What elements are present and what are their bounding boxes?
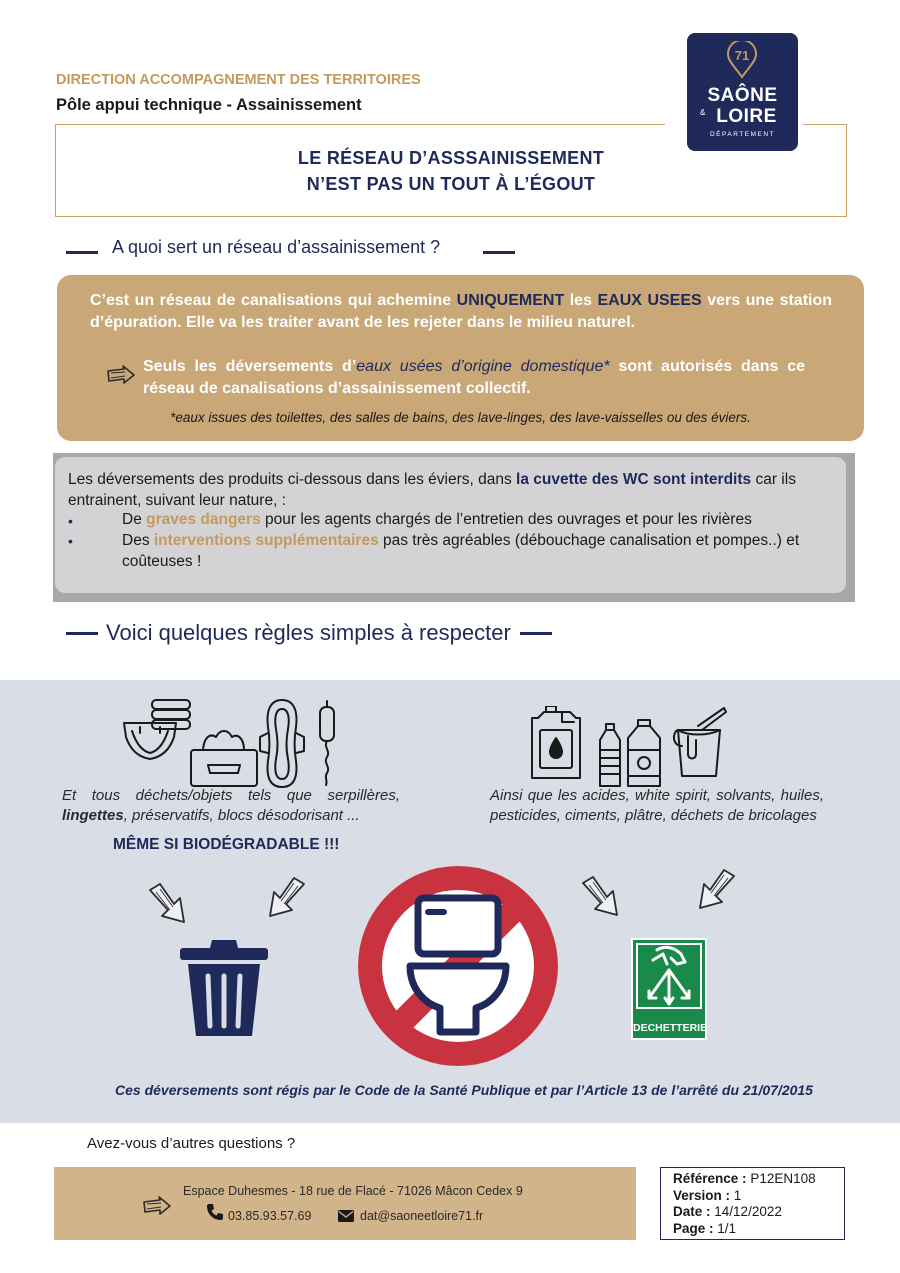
bullet-2: • [68, 533, 73, 549]
trash-can-icon [176, 936, 272, 1040]
forbidden-objects-text: Et tous déchets/objets tels que serpillères, lingettes, préservatifs, blocs désodorisant ... [62, 787, 400, 824]
map-pin-71-icon [725, 41, 759, 79]
warning-bullet-interventions: Des interventions supplémentaires pas très agréables (débouchage canalisation et pompes..) et coûteuses ! [122, 532, 800, 570]
logo-loire: LOIRE [716, 106, 777, 127]
mail-icon [338, 1210, 354, 1222]
logo-departement: DÉPARTEMENT [709, 131, 775, 138]
dechetterie-sign [631, 938, 707, 1040]
date-line: Date : 14/12/2022 [673, 1204, 782, 1219]
pole-subtitle: Pôle appui technique - Assainissement [56, 96, 362, 114]
arrow-down-right-icon [579, 873, 625, 919]
version-line: Version : 1 [673, 1187, 742, 1203]
page-title-line2: N’EST PAS UN TOUT À L’ÉGOUT [306, 174, 596, 194]
dechetterie-label: DECHETTERIE [633, 1022, 708, 1034]
no-toilet-disposal-icon [358, 866, 558, 1066]
waste-drop-hand-icon [633, 940, 705, 1012]
legal-reference-text: Ces déversements sont régis par le Code de la Santé Publique et par l’Article 13 de l’arrêté du 21/07/2015 [115, 1082, 813, 1098]
section-heading-rules: Voici quelques règles simples à respecter [106, 620, 511, 645]
chemical-products-icon [528, 706, 728, 788]
hygiene-products-icon [118, 697, 343, 789]
contact-email[interactable]: dat@saoneetloire71.fr [360, 1209, 484, 1223]
heading-dash-left [66, 251, 98, 254]
logo-ampersand: & [700, 108, 706, 117]
warning-bullet-dangers: De graves dangers pour les agents chargés de l’entretien des ouvrages et pour les rivières [122, 511, 752, 528]
saone-et-loire-logo [687, 33, 798, 151]
allowed-discharges-paragraph: Seuls les déversements d’eaux usées d’origine domestique* sont autorisés dans ce réseau de canalisations d’assainissement collectif. [143, 358, 806, 397]
bullet-1: • [68, 513, 73, 529]
arrow-down-left-icon [692, 866, 738, 912]
pointing-arrow-icon [142, 1196, 172, 1218]
phone-icon [206, 1203, 224, 1221]
page-line: Page : 1/1 [673, 1220, 737, 1236]
svg-text:71: 71 [734, 48, 750, 63]
section-heading-purpose: A quoi sert un réseau d’assainissement ? [112, 237, 441, 257]
heading-dash-right [483, 251, 515, 254]
logo-saone: SAÔNE [707, 85, 778, 106]
biodegradable-warning: MÊME SI BIODÉGRADABLE !!! [113, 836, 340, 853]
questions-text: Avez-vous d’autres questions ? [87, 1135, 296, 1152]
forbidden-chemicals-text: Ainsi que les acides, white spirit, solvants, huiles, pesticides, ciments, plâtre, déchets de bricolages [490, 787, 824, 824]
reference-box [660, 1167, 845, 1240]
arrow-down-left-icon [262, 874, 308, 920]
rules-dash-right [520, 632, 552, 635]
info-paragraph: C’est un réseau de canalisations qui achemine UNIQUEMENT les EAUX USEES vers une station d’épuration. Elle va les traiter avant de les rejeter dans le milieu naturel. [90, 292, 833, 331]
reference-line: Référence : P12EN108 [673, 1171, 816, 1186]
direction-title: DIRECTION ACCOMPAGNEMENT DES TERRITOIRES [56, 72, 421, 88]
contact-address: Espace Duhesmes - 18 rue de Flacé - 71026 Mâcon Cedex 9 [183, 1184, 523, 1198]
page-title-line1: LE RÉSEAU D’ASSSAINISSEMENT [297, 148, 605, 168]
arrow-down-right-icon [146, 880, 192, 926]
contact-phone[interactable]: 03.85.93.57.69 [228, 1209, 312, 1223]
footnote-domestic-water: *eaux issues des toilettes, des salles de bains, des lave-linges, des lave-vaisselles ou des éviers. [170, 410, 751, 425]
pointing-arrow-icon [106, 365, 136, 387]
rules-dash-left [66, 632, 98, 635]
warning-intro: Les déversements des produits ci-dessous dans les éviers, dans la cuvette des WC sont interdits car ils entrainent, suivant leur nature, : [68, 471, 796, 509]
